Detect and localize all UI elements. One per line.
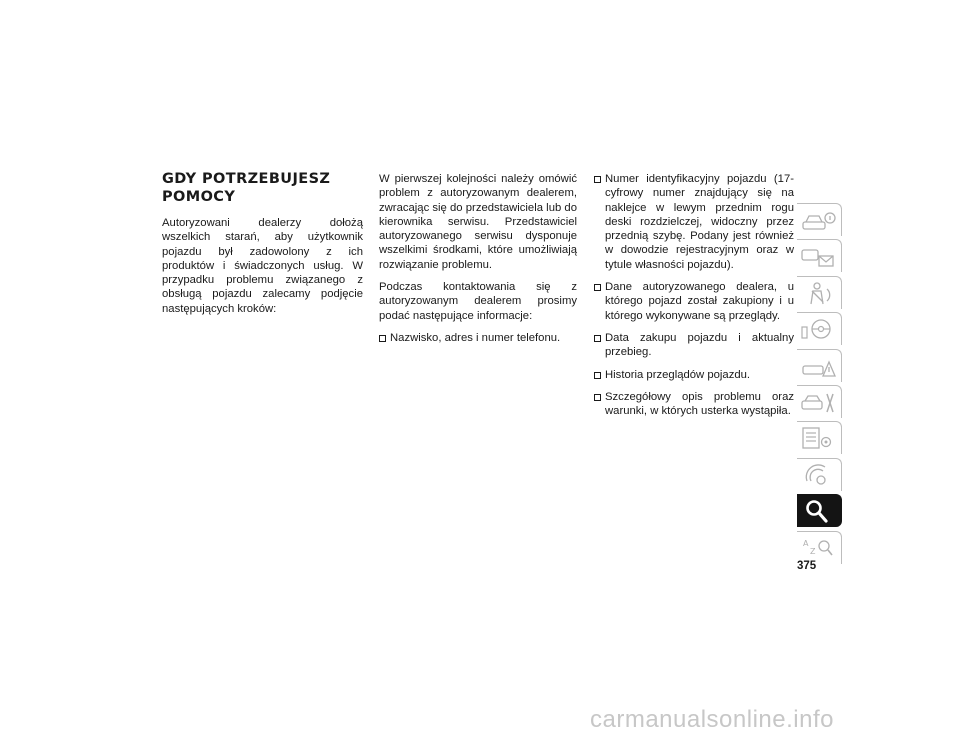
section-title [162,170,372,206]
checkbox-bullet-icon [379,335,386,342]
checkbox-bullet-icon [594,372,601,379]
section-title-line1: GDY POTRZEBUJESZ [162,171,331,187]
list-item: Szczegółowy opis problemu oraz warunki, w których usterka wystąpiła. [594,390,794,419]
tab-index[interactable] [797,531,842,564]
list-item: Numer identyfikacyjny pojazdu (17-cyfrowy numer znajdujący się na naklejce w lewym przednim rogu deski rozdzielczej, widoczny przez przednią szybę. Podany jest również w dowodzie rejestracyjnym oraz w tytule własności pojazdu). [594,172,794,272]
list-item: Historia przeglądów pojazdu. [594,368,794,382]
car-message-icon [797,240,841,272]
tab-warning-light[interactable] [797,349,842,382]
checklist-gear-icon [797,422,841,454]
multimedia-icon [797,459,841,491]
section-title-line2: POMOCY [162,189,236,205]
seatbelt-safety-icon [797,277,841,309]
svg-text:A: A [803,538,809,548]
list-item: Dane autoryzowanego dealera, u którego pojazd został zakupiony i u którego wykonywane są przeglądy. [594,280,794,323]
tab-multimedia[interactable] [797,458,842,491]
page-number: 375 [797,560,817,572]
watermark: carmanualsonline.info [590,706,834,733]
dealer-paragraph: W pierwszej kolejności należy omówić problem z autoryzowanym dealerem, zwracając się do przedstawiciela lub do kierownika serwisu. Przedstawiciel autoryzowanego serwisu dysponuje wszelkimi środkami, które umożliwiają rozwiązanie problemu. [379,173,577,271]
column-3 [594,172,794,426]
tab-search[interactable] [797,494,842,527]
checkbox-bullet-icon [594,335,601,342]
checkbox-bullet-icon [594,394,601,401]
info-list-1 [379,331,577,345]
column-2 [379,172,577,353]
index-icon [797,532,841,564]
checkbox-bullet-icon [594,284,601,291]
svg-text:Z: Z [810,546,816,556]
car-service-icon [797,386,841,418]
steering-wheel-icon [797,313,841,345]
tab-car-info[interactable] [797,203,842,236]
list-item: Data zakupu pojazdu i aktualny przebieg. [594,331,794,360]
chapter-tabs [797,203,843,567]
tab-car-service[interactable] [797,385,842,418]
warning-light-icon [797,350,841,382]
tab-checklist[interactable] [797,421,842,454]
intro-paragraph: Autoryzowani dealerzy dołożą wszelkich starań, aby użytkownik pojazdu był zadowolony z ich produktów i świadczonych usług. W przypadku problemu związanego z obsługą pojazdu zalecamy podjęcie następujących kroków: [162,217,363,315]
checkbox-bullet-icon [594,176,601,183]
list-item: Nazwisko, adres i numer telefonu. [379,331,577,345]
tab-steering-wheel[interactable] [797,312,842,345]
car-info-icon [797,204,841,236]
contact-paragraph: Podczas kontaktowania się z autoryzowanym dealerem prosimy podać następujące informacje: [379,281,577,322]
column-1 [162,216,363,324]
tab-car-message[interactable] [797,239,842,272]
info-list-2 [594,172,794,418]
tab-seatbelt-safety[interactable] [797,276,842,309]
search-icon [797,495,841,527]
